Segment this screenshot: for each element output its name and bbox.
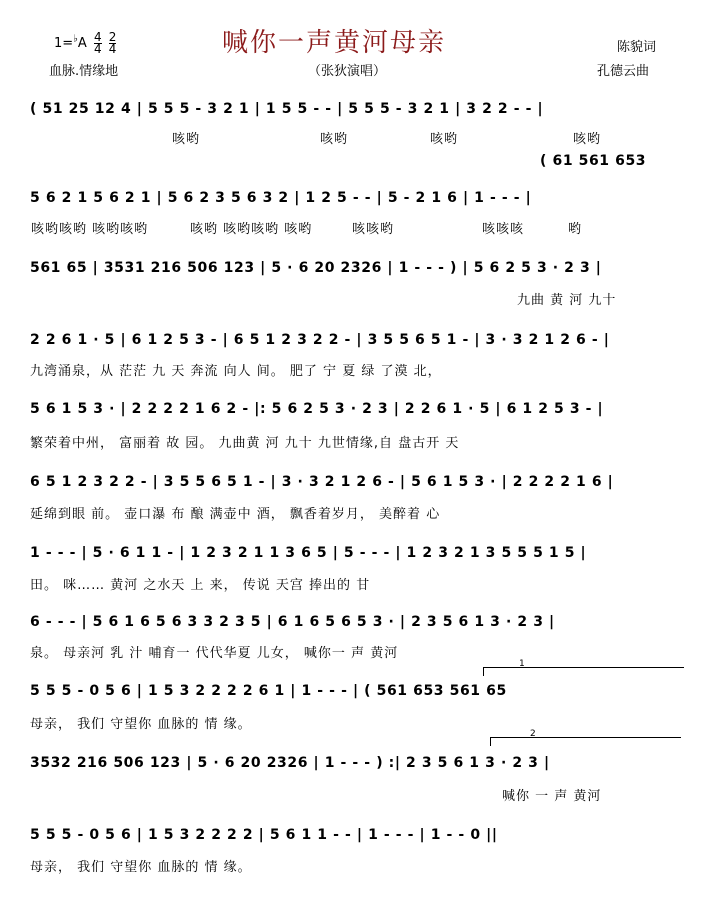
lyric-2b: 咳哟 咳哟咳哟 咳哟 [190, 222, 313, 237]
lyric-3a: 九曲 黄 河 九十 [517, 293, 617, 308]
volta-2-bracket [490, 737, 681, 746]
volta-1-number: 1 [519, 659, 525, 669]
key-signature [54, 32, 116, 55]
lyricist: 陈貌词 [617, 40, 657, 55]
composer: 孔德云曲 [597, 64, 650, 79]
time-signature-1: $\frac{4}{4}$ [93, 30, 102, 56]
notation-line-7: 1 - - - | 5 · 6 1 1 - | 1 2 3 2 1 1 3 6 5 | 5 - - - | 1 2 3 2 1 3 5 5 5 1 5 | [30, 545, 587, 561]
lyric-9: 母亲， 我们 守望你 血脉的 情 缘。 [30, 717, 252, 732]
lyric-2c: 咳咳哟 [352, 222, 395, 237]
lyric-1d: 咳哟 [573, 132, 602, 147]
notation-line-10: 3532 216 506 123 | 5 · 6 20 2326 | 1 - - - ) :| 2 3 5 6 1 3 · 2 3 | [30, 755, 550, 771]
lyric-10: 喊你 一 声 黄河 [502, 789, 602, 804]
notation-line-1: ( 51 25 12 4 | 5 5 5 - 3 2 1 | 1 5 5 - - | 5 5 5 - 3 2 1 | 3 2 2 - - | [30, 101, 544, 117]
lyric-8: 泉。 母亲河 乳 汁 哺育一 代代华夏 儿女， 喊你一 声 黄河 [30, 646, 399, 661]
lyric-7: 田。 咪…… 黄河 之水天 上 来， 传说 天宫 捧出的 甘 [30, 578, 371, 593]
flat-symbol: ♭ [73, 33, 78, 45]
song-title: 喊你一声黄河母亲 [222, 28, 447, 58]
lyric-6: 延绵到眼 前。 壶口瀑 布 酿 满壶中 酒， 飘香着岁月， 美醉着 心 [30, 507, 441, 522]
lyric-1a: 咳哟 [172, 132, 201, 147]
lyric-1b: 咳哟 [320, 132, 349, 147]
notation-line-2: 5 6 2 1 5 6 2 1 | 5 6 2 3 5 6 3 2 | 1 2 5 - - | 5 - 2 1 6 | 1 - - - | [30, 190, 532, 206]
performer: （张狄演唱） [308, 64, 387, 79]
lyric-1c: 咳哟 [430, 132, 459, 147]
album-title: 血脉.情缘地 [49, 64, 119, 79]
notation-line-8: 6 - - - | 5 6 1 6 5 6 3 3 2 3 5 | 6 1 6 5 6 5 3 · | 2 3 5 6 1 3 · 2 3 | [30, 614, 555, 630]
time-signature-2: $\frac{2}{4}$ [108, 30, 117, 56]
key-prefix: 1= [54, 36, 74, 51]
notation-line-4: 2 2 6 1 · 5 | 6 1 2 5 3 - | 6 5 1 2 3 2 2 - | 3 5 5 6 5 1 - | 3 · 3 2 1 2 6 - | [30, 332, 610, 348]
notation-line-9: 5 5 5 - 0 5 6 | 1 5 3 2 2 2 2 6 1 | 1 - - - | ( 561 653 561 65 [30, 683, 507, 699]
volta-1-bracket [483, 667, 684, 676]
notation-line-11: 5 5 5 - 0 5 6 | 1 5 3 2 2 2 2 | 5 6 1 1 - - | 1 - - - | 1 - - 0 || [30, 827, 498, 843]
notation-line-6: 6 5 1 2 3 2 2 - | 3 5 5 6 5 1 - | 3 · 3 2 1 2 6 - | 5 6 1 5 3 · | 2 2 2 2 1 6 | [30, 474, 614, 490]
lyric-11: 母亲， 我们 守望你 血脉的 情 缘。 [30, 860, 252, 875]
lyric-2e: 哟 [568, 222, 583, 237]
lyric-2d: 咳咳咳 [482, 222, 525, 237]
notation-line-3: 561 65 | 3531 216 506 123 | 5 · 6 20 2326 | 1 - - - ) | 5 6 2 5 3 · 2 3 | [30, 260, 602, 276]
notation-line-5: 5 6 1 5 3 · | 2 2 2 2 1 6 2 - |: 5 6 2 5 3 · 2 3 | 2 2 6 1 · 5 | 6 1 2 5 3 - | [30, 401, 604, 417]
lyric-4: 九湾涌泉，从 茫茫 九 天 奔流 向人 间。 肥了 宁 夏 绿 了漠 北， [30, 364, 442, 379]
volta-2-number: 2 [530, 729, 536, 739]
notation-line-1-extra: ( 61 561 653 [540, 153, 647, 169]
key-letter: A [77, 36, 87, 51]
lyric-5: 繁荣着中州， 富丽着 故 园。 九曲黄 河 九十 九世情缘,自 盘古开 天 [30, 436, 460, 451]
lyric-2a: 咳哟咳哟 咳哟咳哟 [31, 222, 149, 237]
